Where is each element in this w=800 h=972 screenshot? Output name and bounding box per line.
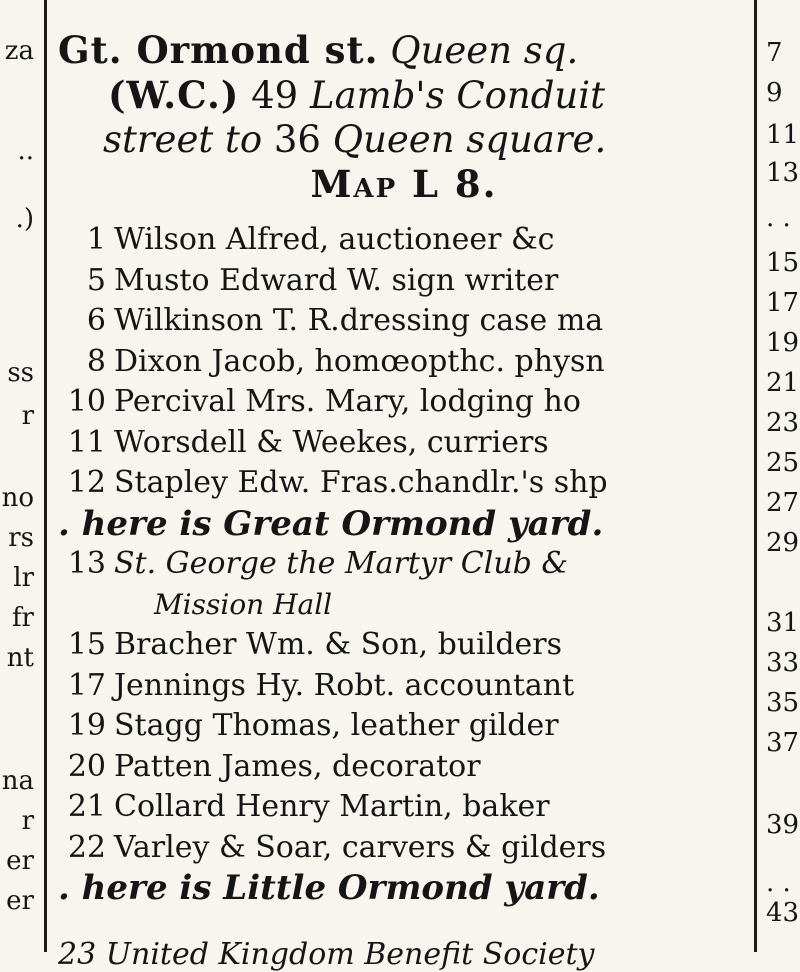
occupant-text: Dixon Jacob, homœopthc. physn: [114, 343, 605, 379]
right-fragment: 27: [766, 488, 800, 518]
right-fragment: 29: [766, 528, 800, 558]
directory-entry: [58, 301, 750, 342]
occupant-text: Percival Mrs. Mary, lodging ho: [114, 384, 581, 419]
occupant-text: Jennings Hy. Robt. accountant: [114, 667, 575, 703]
directory-entry: [58, 504, 750, 545]
yard-note: . here is Great Ormond yard.: [58, 503, 604, 544]
right-fragment: 13: [766, 158, 800, 188]
right-fragment: 15: [766, 248, 800, 278]
street-heading-line-2: [58, 73, 750, 118]
directory-entry: [58, 666, 750, 707]
directory-entry: [58, 423, 750, 464]
occupant-text: St. George the Martyr Club &: [114, 546, 569, 581]
from-number: 49: [251, 74, 299, 117]
right-fragment: 39: [766, 810, 800, 840]
street-entry: [58, 28, 750, 909]
occupant-text: Collard Henry Martin, baker: [114, 789, 550, 824]
right-fragment: 43: [766, 898, 800, 928]
house-number: 13: [67, 546, 106, 581]
street-heading-line-3: [58, 118, 750, 162]
directory-entry: [58, 544, 750, 585]
directory-entry: [58, 828, 750, 869]
house-number: 11: [67, 424, 106, 460]
occupant-text: Worsdell & Weekes, curriers: [114, 424, 549, 460]
right-fragment: 23: [766, 408, 800, 438]
left-fragment: no: [1, 483, 34, 513]
column-rule-left: [44, 0, 47, 952]
occupant-text: Stagg Thomas, leather gilder: [114, 708, 559, 743]
directory-entry: [58, 463, 750, 504]
house-number: 20: [67, 748, 106, 784]
right-fragment: 9: [766, 78, 783, 108]
to-connector: street to: [103, 118, 263, 161]
right-fragment: 19: [766, 328, 800, 358]
street-heading-line-1: [58, 28, 750, 73]
right-column-fragment: [760, 0, 800, 952]
right-fragment: 11: [766, 120, 800, 150]
house-number: 17: [67, 667, 106, 703]
house-number: 15: [67, 627, 106, 662]
directory-entry: [58, 382, 750, 423]
left-fragment: er: [6, 886, 34, 916]
house-number: 19: [67, 708, 106, 743]
house-number: 5: [86, 262, 106, 298]
house-number: 21: [67, 789, 106, 824]
left-fragment: lr: [13, 563, 34, 593]
right-fragment: 33: [766, 648, 800, 678]
left-fragment: nt: [6, 643, 34, 673]
street-district: Queen sq.: [390, 29, 579, 72]
right-fragment: 17: [766, 288, 800, 318]
occupant-text: Wilson Alfred, auctioneer &c: [114, 222, 555, 257]
street-name: Gt. Ormond st.: [58, 28, 379, 72]
entry-continuation: Mission Hall: [154, 587, 333, 621]
directory-entry: [58, 747, 750, 788]
left-fragment: r: [21, 806, 34, 836]
house-number: 8: [86, 343, 106, 379]
directory-entry: [58, 261, 750, 302]
directory-entry: [58, 625, 750, 666]
occupant-text: Wilkinson T. R.dressing case ma: [114, 303, 604, 338]
left-fragment: fr: [11, 603, 34, 633]
left-fragment: rs: [8, 523, 34, 553]
to-number: 36: [273, 118, 321, 161]
right-fragment: 31: [766, 608, 800, 638]
occupant-text: Stapley Edw. Fras.chandlr.'s shp: [114, 465, 608, 500]
yard-note: . here is Little Ormond yard.: [58, 868, 600, 908]
house-number: 6: [86, 303, 106, 338]
left-fragment: ss: [7, 358, 34, 388]
from-street: Lamb's Conduit: [310, 74, 605, 117]
right-fragment: 25: [766, 448, 800, 478]
house-number: 1: [86, 222, 106, 257]
right-fragment: 35: [766, 688, 800, 718]
directory-entry: [58, 220, 750, 261]
occupant-text: Varley & Soar, carvers & gilders: [114, 829, 607, 865]
to-street: Queen square.: [332, 118, 607, 161]
directory-entry: [58, 342, 750, 383]
left-fragment: ..: [17, 136, 34, 166]
directory-entry: [58, 868, 750, 909]
right-fragment: . .: [766, 868, 791, 898]
directory-listing: [58, 220, 750, 909]
left-fragment: na: [1, 766, 34, 796]
left-fragment: er: [6, 846, 34, 876]
right-fragment: 21: [766, 368, 800, 398]
directory-entry: [58, 706, 750, 747]
postal-district: (W.C.): [108, 73, 240, 117]
map-reference: Map L 8.: [310, 162, 498, 206]
left-column-fragment: [0, 0, 40, 952]
house-number: 22: [67, 829, 106, 865]
left-fragment: r: [21, 401, 34, 431]
occupant-text: Patten James, decorator: [114, 748, 481, 784]
left-fragment: .): [15, 204, 34, 234]
right-fragment: . .: [766, 203, 791, 233]
cut-off-entry: 23 United Kingdom Benefit Society: [58, 937, 595, 972]
house-number: 12: [67, 465, 106, 500]
directory-entry: [58, 585, 750, 626]
right-fragment: 37: [766, 728, 800, 758]
right-fragment: 7: [766, 38, 783, 68]
column-rule-right: [754, 0, 757, 952]
occupant-text: Bracher Wm. & Son, builders: [114, 627, 563, 662]
occupant-text: Musto Edward W. sign writer: [114, 262, 559, 298]
left-fragment: za: [4, 36, 34, 66]
directory-entry: [58, 787, 750, 828]
house-number: 10: [67, 384, 106, 419]
